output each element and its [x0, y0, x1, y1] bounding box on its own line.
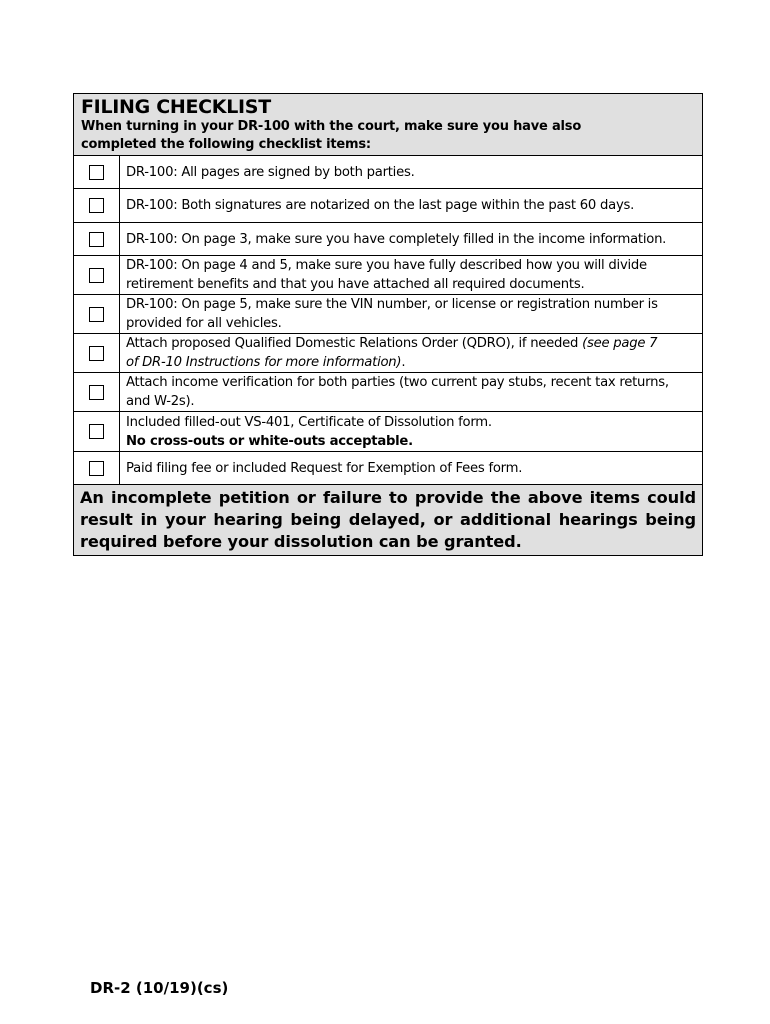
item-income-verification-line2: and W-2s).	[126, 394, 195, 409]
checkbox-cell	[74, 223, 120, 255]
item-qdro-line1-italic: (see page 7	[582, 336, 658, 351]
checkbox-cell	[74, 189, 120, 222]
checklist-item-text	[120, 334, 702, 372]
form-id: DR-2 (10/19)(cs)	[90, 979, 229, 997]
filing-checklist	[73, 93, 703, 556]
checkbox-income[interactable]	[89, 232, 104, 247]
checklist-item-text	[120, 189, 702, 222]
checklist-subtitle-line1: When turning in your DR-100 with the court, make sure you have also	[81, 119, 582, 134]
item-filing-fee-line1: Paid filing fee or included Request for Exemption of Fees form.	[126, 460, 523, 476]
checkbox-filing-fee[interactable]	[89, 461, 104, 476]
item-notarized-line1: DR-100: Both signatures are notarized on the last page within the past 60 days.	[126, 198, 635, 213]
checkbox-qdro[interactable]	[89, 346, 104, 361]
checkbox-cell	[74, 156, 120, 188]
checklist-row-vs401	[74, 412, 702, 452]
checklist-item-text	[120, 373, 702, 411]
checklist-item-text	[120, 223, 702, 255]
checkbox-vehicles[interactable]	[89, 307, 104, 322]
checklist-row-income-verification	[74, 373, 702, 412]
checkbox-cell	[74, 334, 120, 372]
checklist-item-text	[120, 412, 702, 451]
item-income-line1: DR-100: On page 3, make sure you have completely filled in the income information.	[126, 231, 667, 247]
checklist-row-signed	[74, 156, 702, 189]
checklist-item-text	[120, 256, 702, 294]
checkbox-cell	[74, 452, 120, 484]
checkbox-notarized[interactable]	[89, 198, 104, 213]
item-qdro-line1	[126, 334, 697, 353]
checkbox-cell	[74, 256, 120, 294]
warning-note: An incomplete petition or failure to provide the above items could result in your hearing being delayed, or additional hearings being required before your dissolution can be granted.	[74, 485, 702, 555]
item-qdro-line1-plain: Attach proposed Qualified Domestic Relations Order (QDRO), if needed	[126, 336, 583, 351]
item-income-verification-line1: Attach income verification for both parties (two current pay stubs, recent tax returns,	[126, 375, 669, 390]
checklist-subtitle-line2: completed the following checklist items:	[81, 137, 371, 152]
checklist-row-filing-fee	[74, 452, 702, 485]
checklist-header	[74, 94, 702, 156]
item-vs401-line1: Included filled-out VS-401, Certificate of Dissolution form.	[126, 414, 492, 430]
checkbox-vs401[interactable]	[89, 424, 104, 439]
item-vehicles-line1: DR-100: On page 5, make sure the VIN number, or license or registration number is	[126, 297, 658, 312]
checklist-row-qdro	[74, 334, 702, 373]
item-signed-line1: DR-100: All pages are signed by both parties.	[126, 164, 415, 180]
checkbox-retirement[interactable]	[89, 268, 104, 283]
checklist-row-income	[74, 223, 702, 256]
checklist-row-vehicles	[74, 295, 702, 334]
checklist-item-text	[120, 156, 702, 188]
checklist-title: FILING CHECKLIST	[81, 96, 271, 118]
checklist-item-text	[120, 452, 702, 484]
checkbox-signed[interactable]	[89, 165, 104, 180]
item-qdro-line2-plain: .	[401, 355, 406, 370]
item-retirement-line2: retirement benefits and that you have attached all required documents.	[126, 277, 585, 292]
checkbox-income-verification[interactable]	[89, 385, 104, 400]
checklist-row-retirement	[74, 256, 702, 295]
item-retirement-line1: DR-100: On page 4 and 5, make sure you have fully described how you will divide	[126, 258, 647, 273]
checklist-row-notarized	[74, 189, 702, 223]
item-vehicles-line2: provided for all vehicles.	[126, 316, 282, 331]
checkbox-cell	[74, 373, 120, 411]
checkbox-cell	[74, 412, 120, 451]
item-qdro-line2-italic: of DR-10 Instructions for more information)	[126, 355, 402, 370]
checklist-item-text	[120, 295, 702, 333]
item-qdro-line2	[126, 353, 697, 372]
checkbox-cell	[74, 295, 120, 333]
item-vs401-line2: No cross-outs or white-outs acceptable.	[126, 433, 413, 449]
